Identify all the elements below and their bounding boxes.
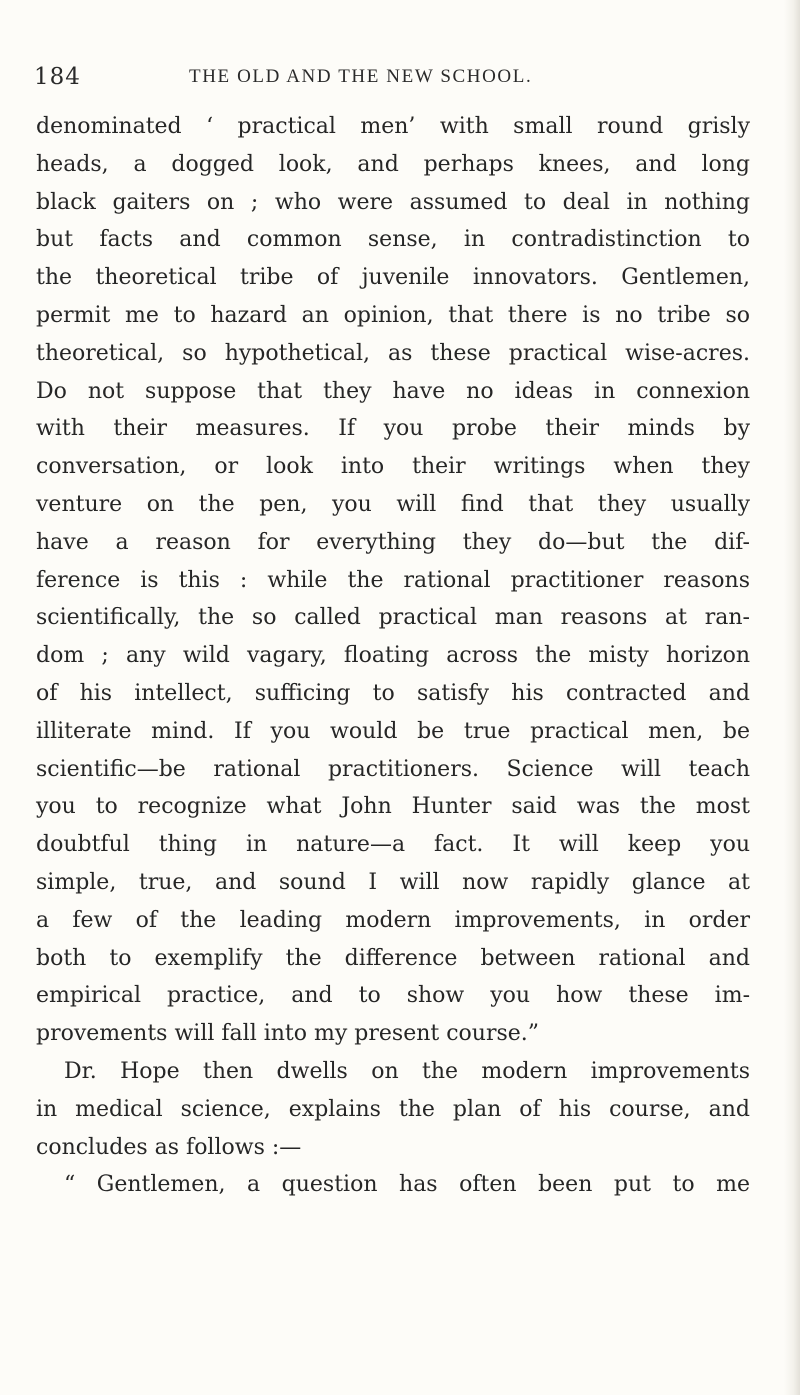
text-line: scientific—be rational practitioners. Science will teach: [36, 756, 750, 782]
page-edge-shadow: [784, 0, 800, 1395]
text-line: “ Gentlemen, a question has often been put to me: [64, 1172, 750, 1198]
text-line: the theoretical tribe of juvenile innovators. Gentlemen,: [36, 265, 750, 291]
text-line: venture on the pen, you will find that they usually: [36, 491, 750, 517]
text-line: with their measures. If you probe their minds by: [36, 416, 750, 442]
text-line: Dr. Hope then dwells on the modern improvements: [64, 1058, 750, 1084]
text-line: Do not suppose that they have no ideas in connexion: [36, 378, 750, 404]
text-line: but facts and common sense, in contradistinction to: [36, 227, 750, 253]
text-line: concludes as follows :—: [36, 1134, 302, 1160]
text-line: ference is this : while the rational practitioner reasons: [36, 567, 750, 593]
text-line: theoretical, so hypothetical, as these practical wise-acres.: [36, 340, 750, 366]
text-line: illiterate mind. If you would be true practical men, be: [36, 718, 750, 744]
body-text: [36, 108, 750, 1204]
text-line: doubtful thing in nature—a fact. It will keep you: [36, 832, 750, 858]
text-line: denominated ‘ practical men’ with small round grisly: [36, 114, 750, 139]
text-line: black gaiters on ; who were assumed to deal in nothing: [36, 189, 750, 215]
text-line: dom ; any wild vagary, floating across the misty horizon: [36, 643, 750, 669]
text-line: both to exemplify the difference between rational and: [36, 945, 750, 971]
running-title: THE OLD AND THE NEW SCHOOL.: [189, 66, 533, 87]
text-line: conversation, or look into their writings when they: [36, 454, 750, 480]
text-line: simple, true, and sound I will now rapidly glance at: [36, 869, 750, 895]
text-line: scientifically, the so called practical man reasons at ran-: [36, 605, 750, 631]
text-line: empirical practice, and to show you how these im-: [36, 983, 750, 1009]
text-line: permit me to hazard an opinion, that there is no tribe so: [36, 302, 750, 328]
text-line: provements will fall into my present course.”: [36, 1021, 540, 1047]
text-line: heads, a dogged look, and perhaps knees, and long: [36, 151, 750, 177]
page-number: 184: [34, 64, 81, 90]
text-line: have a reason for everything they do—but the dif-: [36, 529, 750, 555]
text-line: in medical science, explains the plan of his course, and: [36, 1096, 750, 1122]
text-line: a few of the leading modern improvements, in order: [36, 907, 750, 933]
text-line: of his intellect, sufficing to satisfy his contracted and: [36, 680, 750, 706]
text-line: you to recognize what John Hunter said was the most: [36, 794, 750, 820]
running-head: [34, 64, 748, 96]
